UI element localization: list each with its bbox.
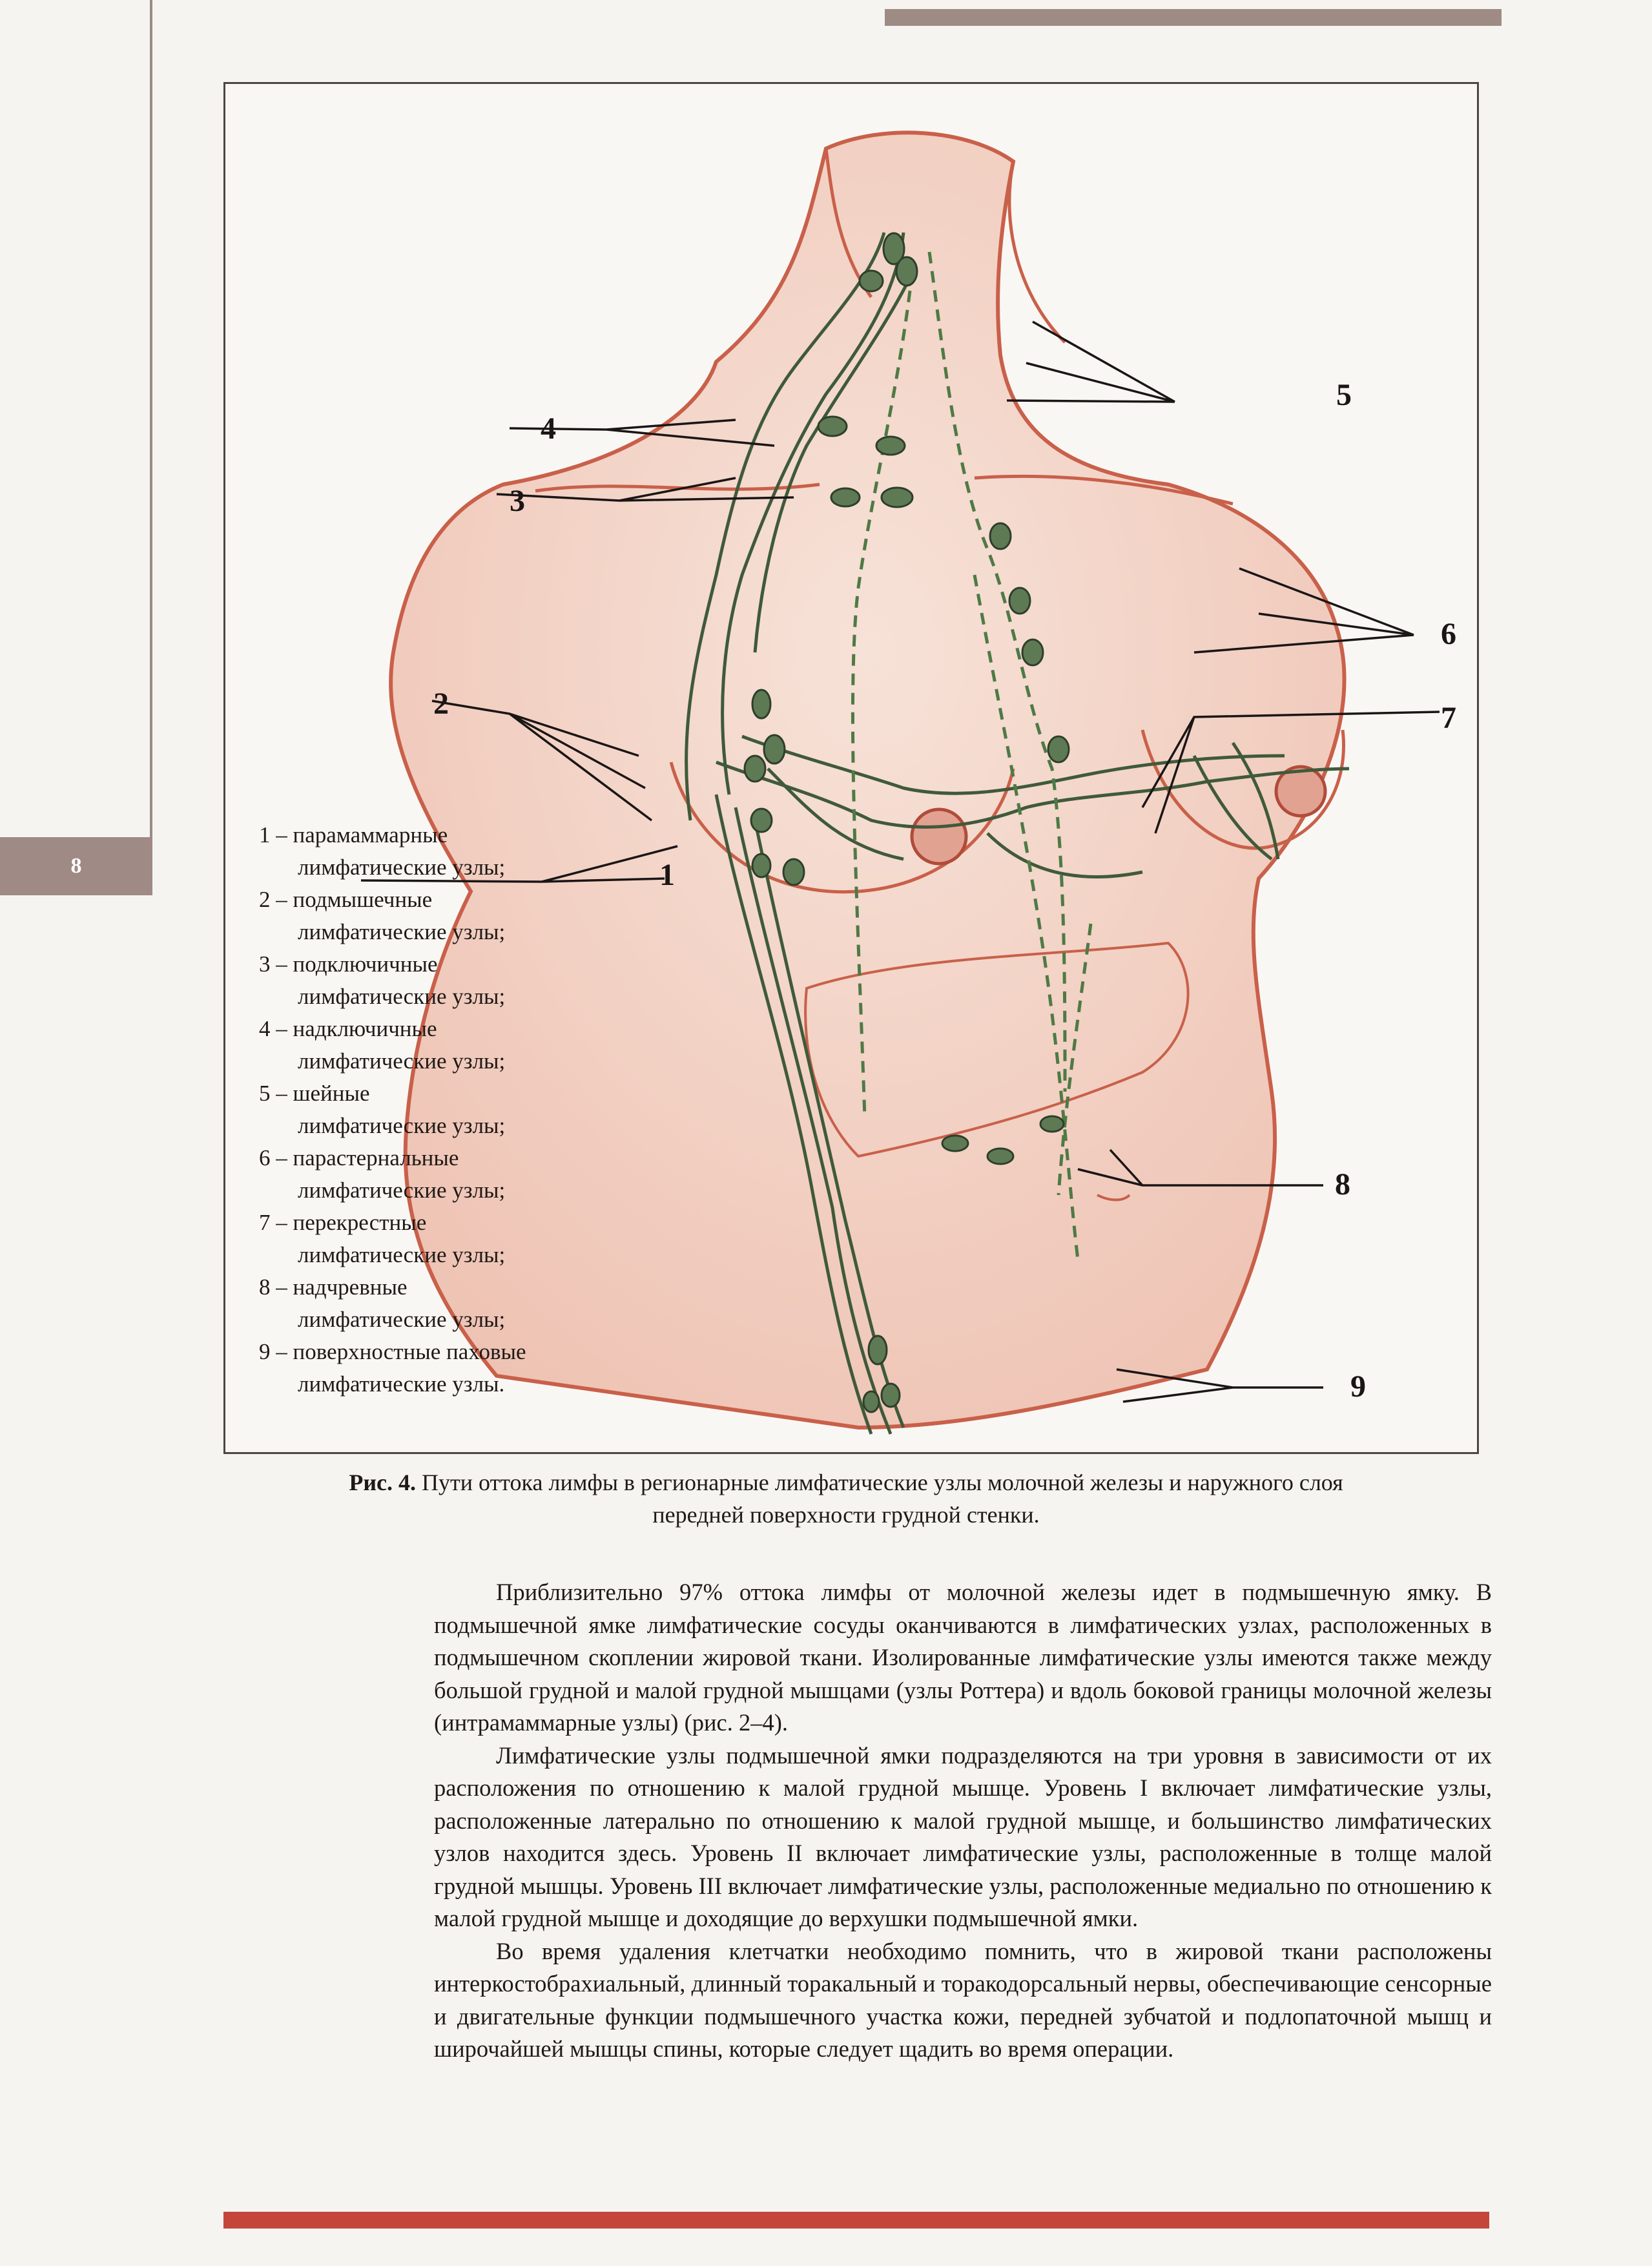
label-3: 3	[510, 484, 525, 518]
figure-legend	[259, 819, 621, 1400]
legend-item-5: 5 – шейные лимфатические узлы;	[259, 1081, 506, 1138]
figure	[223, 82, 1479, 1454]
label-7: 7	[1441, 701, 1456, 735]
legend-item-1: 1 – парамаммарные лимфатические узлы;	[259, 822, 506, 880]
body-text	[434, 1576, 1492, 2066]
legend-item-3: 3 – подключичные лимфатические узлы;	[259, 951, 506, 1009]
label-5: 5	[1336, 378, 1352, 412]
caption-line-1: Пути оттока лимфы в регионарные лимфатические узлы молочной железы и наружного слоя	[422, 1470, 1343, 1495]
page-number: 8	[70, 854, 82, 878]
paragraph-2: Лимфатические узлы подмышечной ямки подразделяются на три уровня в зависимости от их расположения по отношению к малой грудной мышце. Уровень I включает лимфатические узлы, расположенные латерально по отношению к малой грудной мышце, и большинство лимфатических узлов находится здесь. Уровень II включает лимфатические узлы, расположенные в толще малой грудной мышцы. Уровень III включает лимфатические узлы, расположенные медиально по отношению к малой грудной мышце и доходящие до верхушки подмышечной ямки.	[434, 1741, 1492, 1931]
label-8: 8	[1335, 1167, 1350, 1201]
paragraph-3: Во время удаления клетчатки необходимо помнить, что в жировой ткани расположены интеркостобрахиальный, длинный торакальный и торакодорсальный нервы, обеспечивающие сенсорные и двигательные функции подмышечного участка кожи, передней зубчатой и подлопаточной мышц и широчайшей мышцы спины, которые следует щадить во время операции.	[434, 1937, 1492, 2062]
legend-item-2: 2 – подмышечные лимфатические узлы;	[259, 887, 506, 944]
nipple-left	[912, 809, 966, 864]
figure-caption	[213, 1466, 1479, 1531]
caption-line-2: передней поверхности грудной стенки.	[652, 1502, 1040, 1528]
top-decor-bar	[885, 9, 1502, 26]
legend-item-7: 7 – перекрестные лимфатические узлы;	[259, 1210, 506, 1267]
label-4: 4	[541, 411, 556, 446]
legend-item-4: 4 – надключичные лимфатические узлы;	[259, 1016, 506, 1074]
legend-item-9: 9 – поверхностные паховые лимфатические узлы.	[259, 1339, 526, 1397]
caption-label: Рис. 4.	[349, 1470, 417, 1495]
legend-item-8: 8 – надчревные лимфатические узлы;	[259, 1274, 506, 1332]
label-1: 1	[659, 858, 675, 892]
paragraph-1: Приблизительно 97% оттока лимфы от молочной железы идет в подмышечную ямку. В подмышечной ямке лимфатические сосуды оканчиваются в лимфатических узлах, расположенных в подмышечном скоплении жировой ткани. Изолированные лимфатические узлы имеются также между большой грудной и малой грудной мышцами (узлы Роттера) и вдоль боковой границы молочной железы (интрамаммарные узлы) (рис. 2–4).	[434, 1579, 1492, 1736]
legend-item-6: 6 – парастернальные лимфатические узлы;	[259, 1145, 506, 1203]
label-6: 6	[1441, 617, 1456, 651]
label-9: 9	[1350, 1369, 1366, 1404]
page-number-tab	[0, 837, 152, 895]
label-2: 2	[433, 687, 449, 721]
left-frame-line	[150, 0, 152, 837]
bottom-decor-bar	[223, 2212, 1489, 2229]
